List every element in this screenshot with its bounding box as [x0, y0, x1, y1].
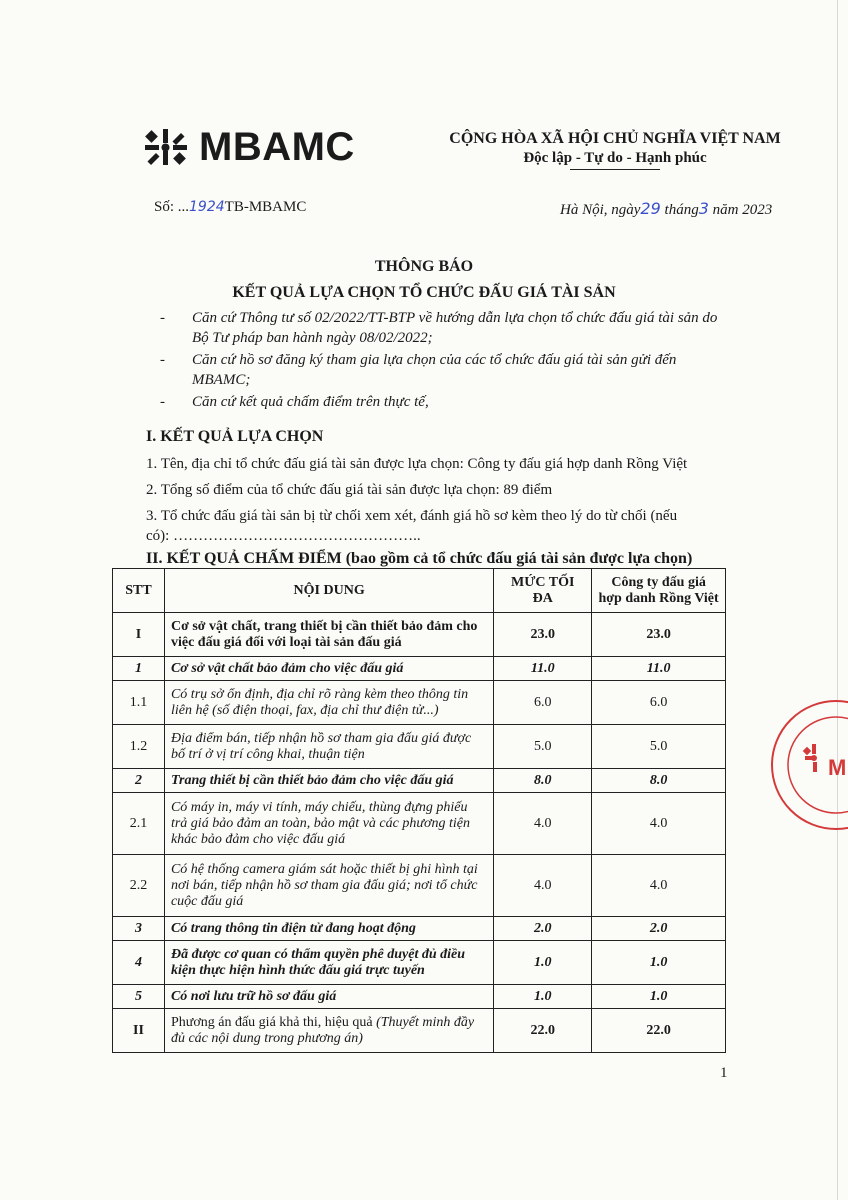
row-max: 11.0 [494, 657, 592, 681]
table-row [113, 725, 726, 769]
basis-line: Căn cứ Thông tư số 02/2022/TT-BTP về hướng dẫn lựa chọn tổ chức đấu giá tài sản do [192, 310, 718, 326]
table-row [113, 985, 726, 1009]
header-stt: STT [113, 569, 165, 613]
table-row [113, 917, 726, 941]
row-stt: 5 [113, 985, 165, 1009]
page-number: 1 [720, 1065, 728, 1081]
row-stt: 3 [113, 917, 165, 941]
row-score: 6.0 [592, 681, 726, 725]
row-score: 2.0 [592, 917, 726, 941]
row-max: 5.0 [494, 725, 592, 769]
date-month: 3 [698, 199, 709, 218]
doc-number-handwritten: 1924 [189, 199, 225, 215]
table-row [113, 941, 726, 985]
row-stt: 1 [113, 657, 165, 681]
header-max: MỨC TỐI ĐA [494, 569, 592, 613]
row-stt: 2.1 [113, 793, 165, 855]
row-content: Trang thiết bị cần thiết bảo đảm cho việc đấu giá [164, 769, 493, 793]
doc-number-prefix: Số: ... [154, 199, 190, 215]
notice-type: THÔNG BÁO [374, 258, 474, 275]
row-score: 1.0 [592, 985, 726, 1009]
legal-basis-item: - Căn cứ Thông tư số 02/2022/TT-BTP về hướng dẫn lựa chọn tổ chức đấu giá tài sản do Bộ Tư pháp ban hành ngày 08/02/2022; [160, 310, 718, 346]
row-score: 4.0 [592, 793, 726, 855]
row-score: 8.0 [592, 769, 726, 793]
row-content [164, 1009, 493, 1053]
row-content: Có hệ thống camera giám sát hoặc thiết bị ghi hình tại nơi bán, tiếp nhận hồ sơ tham gia đấu giá; nơi tổ chức cuộc đấu giá [164, 855, 493, 917]
date-prefix: Hà Nội, ngày [560, 202, 641, 218]
row-content: Cơ sở vật chất bảo đảm cho việc đấu giá [164, 657, 493, 681]
total-score: 2. Tổng số điểm của tổ chức đấu giá tài sản được lựa chọn: 89 điểm [146, 482, 553, 498]
score-table [112, 568, 726, 1053]
logo-text: MBAMC [199, 125, 355, 169]
row-content: Địa điểm bán, tiếp nhận hồ sơ tham gia đấu giá được bố trí ở vị trí công khai, thuận tiện [164, 725, 493, 769]
table-row [113, 681, 726, 725]
row-stt: I [113, 613, 165, 657]
row-score: 23.0 [592, 613, 726, 657]
header-content: NỘI DUNG [164, 569, 493, 613]
row-max: 4.0 [494, 855, 592, 917]
table-row [113, 793, 726, 855]
scan-edge [837, 0, 838, 1200]
selected-organization: 1. Tên, địa chỉ tổ chức đấu giá tài sản được lựa chọn: Công ty đấu giá hợp danh Rồng Việt [146, 456, 688, 472]
row-max: 6.0 [494, 681, 592, 725]
basis-line: Căn cứ hồ sơ đăng ký tham gia lựa chọn của các tổ chức đấu giá tài sản gửi đến [192, 352, 677, 368]
table-header-row [113, 569, 726, 613]
row-stt: 2 [113, 769, 165, 793]
national-title: CỘNG HÒA XÃ HỘI CHỦ NGHĨA VIỆT NAM [449, 130, 781, 147]
section-2-heading [146, 550, 692, 568]
row-score: 11.0 [592, 657, 726, 681]
row-content: Có nơi lưu trữ hồ sơ đấu giá [164, 985, 493, 1009]
company-logo [143, 125, 368, 169]
row-stt: 4 [113, 941, 165, 985]
basis-line: Căn cứ kết quả chấm điểm trên thực tế, [192, 394, 429, 410]
document-date [560, 199, 772, 219]
row-max: 1.0 [494, 985, 592, 1009]
basis-line: MBAMC; [192, 372, 251, 388]
doc-number-suffix: TB-MBAMC [224, 199, 307, 215]
basis-line: Bộ Tư pháp ban hành ngày 08/02/2022; [192, 330, 433, 346]
date-day: 29 [640, 199, 661, 218]
row-stt: 2.2 [113, 855, 165, 917]
document-number [154, 199, 306, 216]
header-company: Công ty đấu giá hợp danh Rồng Việt [592, 569, 726, 613]
row-content-note: (Thuyết minh đầy đủ các nội dung trong phương án) [170, 1014, 475, 1046]
notice-title: KẾT QUẢ LỰA CHỌN TỔ CHỨC ĐẤU GIÁ TÀI SẢN [232, 284, 616, 301]
motto-underline [570, 169, 660, 170]
row-score: 1.0 [592, 941, 726, 985]
row-score: 22.0 [592, 1009, 726, 1053]
row-max: 2.0 [494, 917, 592, 941]
table-row [113, 769, 726, 793]
row-max: 23.0 [494, 613, 592, 657]
rejected-organizations [146, 506, 786, 546]
row-stt: II [113, 1009, 165, 1053]
row-stt: 1.1 [113, 681, 165, 725]
row-max: 4.0 [494, 793, 592, 855]
row-content: Đã được cơ quan có thẩm quyền phê duyệt đủ điều kiện thực hiện hình thức đấu giá trực tuyến [164, 941, 493, 985]
table-row [113, 855, 726, 917]
row-max: 8.0 [494, 769, 592, 793]
date-month-label: tháng [664, 202, 699, 218]
legal-bases [160, 308, 800, 414]
legal-basis-item: - Căn cứ kết quả chấm điểm trên thực tế, [160, 394, 429, 410]
table-row [113, 657, 726, 681]
company-seal [764, 690, 848, 840]
row-score: 4.0 [592, 855, 726, 917]
row-max: 22.0 [494, 1009, 592, 1053]
table-row [113, 613, 726, 657]
mbamc-star-logo-icon [143, 127, 191, 167]
section-2-title: II. KẾT QUẢ CHẤM ĐIỂM [146, 550, 342, 567]
legal-basis-item: - Căn cứ hồ sơ đăng ký tham gia lựa chọn của các tổ chức đấu giá tài sản gửi đến MBAMC; [160, 352, 677, 388]
date-year: năm 2023 [712, 202, 773, 218]
row-content: Có máy in, máy vi tính, máy chiếu, thùng đựng phiếu trả giá bảo đảm an toàn, bảo mật và các phương tiện khác bảo đảm cho việc đấu giá [164, 793, 493, 855]
row-score: 5.0 [592, 725, 726, 769]
rejected-line: 3. Tổ chức đấu giá tài sản bị từ chối xem xét, đánh giá hồ sơ kèm theo lý do từ chối (nếu [146, 508, 678, 524]
row-max: 1.0 [494, 941, 592, 985]
section-1-heading: I. KẾT QUẢ LỰA CHỌN [146, 428, 324, 445]
row-stt: 1.2 [113, 725, 165, 769]
row-content: Cơ sở vật chất, trang thiết bị cần thiết bảo đảm cho việc đấu giá đối với loại tài sản đấu giá [164, 613, 493, 657]
row-content: Có trang thông tin điện tử đang hoạt động [164, 917, 493, 941]
table-row [113, 1009, 726, 1053]
rejected-line: có): ………………………………………….. [146, 528, 421, 544]
row-content: Có trụ sở ổn định, địa chỉ rõ ràng kèm theo thông tin liên hệ (số điện thoại, fax, địa chỉ thư điện tử...) [164, 681, 493, 725]
national-header [440, 130, 790, 170]
company-seal-stamp-icon [764, 690, 848, 840]
section-2-note: (bao gồm cả tổ chức đấu giá tài sản được lựa chọn) [341, 550, 693, 567]
national-motto: Độc lập - Tự do - Hạnh phúc [523, 150, 707, 166]
seal-letter: M [828, 755, 847, 780]
row-content-main: Phương án đấu giá khả thi, hiệu quả [170, 1014, 373, 1030]
